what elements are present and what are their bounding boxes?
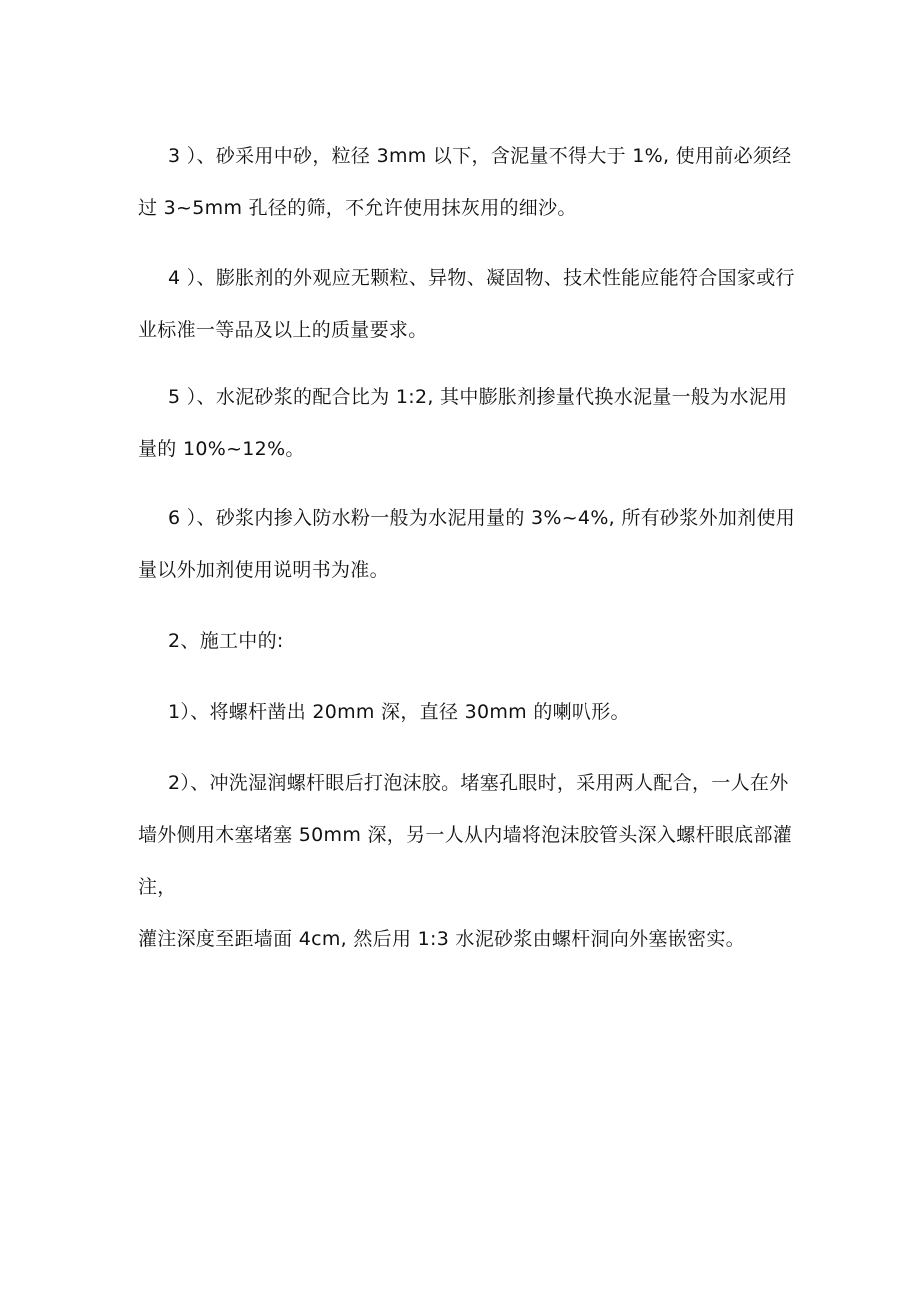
paragraph-item-5-mix-ratio (138, 371, 798, 475)
text-line: 量以外加剂使用说明书为准。 (138, 559, 389, 581)
section-heading-during-construction (138, 615, 798, 667)
paragraph-step-1 (138, 686, 798, 738)
paragraph-item-6-waterproof-powder (138, 492, 798, 596)
paragraph-item-3-sand (138, 130, 798, 234)
text-line: 2）、冲洗湿润螺杆眼后打泡沫胶。堵塞孔眼时，采用两人配合，一人在外 (168, 772, 789, 794)
paragraph-step-2 (138, 757, 798, 965)
text-line: 6 ）、砂浆内掺入防水粉一般为水泥用量的 3%~4%, 所有砂浆外加剂使用 (168, 507, 796, 529)
text-line: 过 3~5mm 孔径的筛，不允许使用抹灰用的细沙。 (138, 197, 577, 219)
text-line: 墙外侧用木塞堵塞 50mm 深，另一人从内墙将泡沫胶管头深入螺杆眼底部灌注， (138, 824, 793, 898)
text-line: 1）、将螺杆凿出 20mm 深，直径 30mm 的喇叭形。 (168, 701, 630, 723)
text-line: 量的 10%~12%。 (138, 438, 305, 460)
text-line: 5 ）、水泥砂浆的配合比为 1:2, 其中膨胀剂掺量代换水泥量一般为水泥用 (168, 386, 788, 408)
text-line: 4 ）、膨胀剂的外观应无颗粒、异物、凝固物、技术性能应能符合国家或行 (168, 267, 795, 289)
text-line: 2、施工中的: (168, 630, 284, 652)
text-line: 3 ）、砂采用中砂，粒径 3mm 以下，含泥量不得大于 1%, 使用前必须经 (168, 145, 792, 167)
text-line: 灌注深度至距墙面 4cm, 然后用 1:3 水泥砂浆由螺杆洞向外塞嵌密实。 (138, 928, 745, 950)
paragraph-item-4-expansion-agent (138, 252, 798, 356)
text-line: 业标准一等品及以上的质量要求。 (138, 319, 428, 341)
